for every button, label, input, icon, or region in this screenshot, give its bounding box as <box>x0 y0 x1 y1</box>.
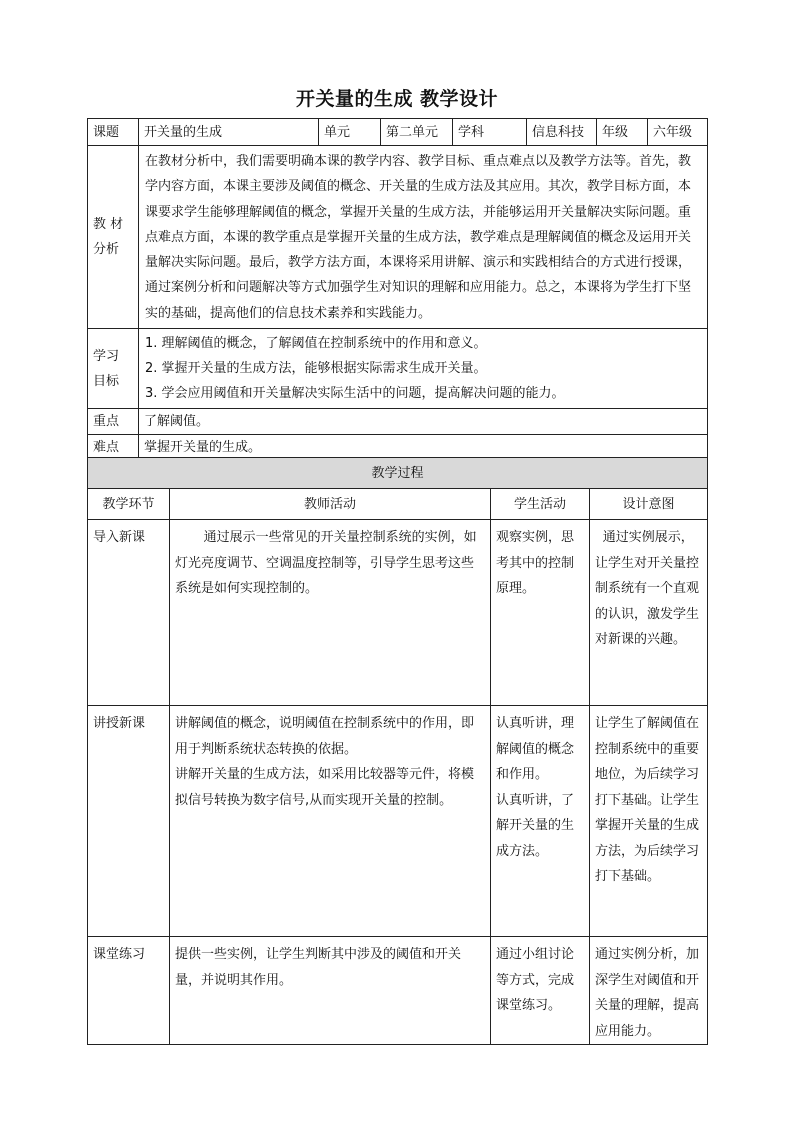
goal-item: 2. 掌握开关量的生成方法，能够根据实际需求生成开关量。 <box>145 361 487 377</box>
difficulty-value: 掌握开关量的生成。 <box>139 435 708 461</box>
stage-cell: 导入新课 <box>88 520 170 706</box>
key-row <box>88 409 708 435</box>
intent-cell: 通过实例分析，加深学生对阈值和开关量的理解，提高应用能力。 <box>590 937 708 1045</box>
table-row <box>88 706 708 937</box>
table-row <box>88 937 708 1045</box>
lesson-info-table <box>87 118 708 461</box>
subject-label: 学科 <box>453 119 527 146</box>
teacher-cell: 提供一些实例，让学生判断其中涉及的阈值和开关量，并说明其作用。 <box>170 937 491 1045</box>
goals-label: 学习 目标 <box>88 329 139 409</box>
analysis-label: 教 材 分析 <box>88 146 139 329</box>
unit-label: 单元 <box>319 119 381 146</box>
teacher-cell: 讲解阈值的概念，说明阈值在控制系统中的作用，即用于判断系统状态转换的依据。 讲解开关量的生成方法，如采用比较器等元件，将模拟信号转换为数字信号,从而实现开关量的控制。 <box>170 706 491 937</box>
student-cell: 通过小组讨论等方式，完成课堂练习。 <box>491 937 590 1045</box>
process-section-title: 教学过程 <box>88 458 708 489</box>
goal-item: 1. 理解阈值的概念，了解阈值在控制系统中的作用和意义。 <box>145 336 487 352</box>
intent-cell: 让学生了解阈值在控制系统中的重要地位，为后续学习打下基础。让学生掌握开关量的生成方法，为后续学习打下基础。 <box>590 706 708 937</box>
key-value: 了解阈值。 <box>139 409 708 435</box>
stage-cell: 讲授新课 <box>88 706 170 937</box>
grade-label: 年级 <box>597 119 648 146</box>
table-row <box>88 520 708 706</box>
topic-label: 课题 <box>88 119 139 146</box>
header-stage: 教学环节 <box>88 489 170 520</box>
goals-list <box>139 329 708 409</box>
student-cell: 认真听讲，理解阈值的概念和作用。 认真听讲，了解开关量的生成方法。 <box>491 706 590 937</box>
difficulty-label: 难点 <box>88 435 139 461</box>
topic-value: 开关量的生成 <box>139 119 319 146</box>
goals-row <box>88 329 708 409</box>
subject-value: 信息科技 <box>527 119 597 146</box>
process-header-row <box>88 489 708 520</box>
process-section-row <box>88 458 708 489</box>
analysis-row <box>88 146 708 329</box>
student-cell: 观察实例，思考其中的控制原理。 <box>491 520 590 706</box>
analysis-text: 在教材分析中，我们需要明确本课的教学内容、教学目标、重点难点以及教学方法等。首先，教学内容方面，本课主要涉及阈值的概念、开关量的生成方法及其应用。其次，教学目标方面，本课要求学生能够理解阈值的概念，掌握开关量的生成方法，并能够运用开关量解决实际问题。重点难点方面，本课的教学重点是掌握开关量的生成方法，教学难点是理解阈值的概念及运用开关量解决实际问题。最后，教学方法方面，本课将采用讲解、演示和实践相结合的方式进行授课，通过案例分析和问题解决等方式加强学生对知识的理解和应用能力。总之，本课将为学生打下坚实的基础，提高他们的信息技术素养和实践能力。 <box>139 146 708 329</box>
intent-cell: 通过实例展示，让学生对开关量控制系统有一个直观的认识，激发学生对新课的兴趣。 <box>590 520 708 706</box>
teacher-cell: 通过展示一些常见的开关量控制系统的实例，如灯光亮度调节、空调温度控制等，引导学生思考这些系统是如何实现控制的。 <box>170 520 491 706</box>
key-label: 重点 <box>88 409 139 435</box>
goal-item: 3. 学会应用阈值和开关量解决实际生活中的问题，提高解决问题的能力。 <box>145 386 565 402</box>
header-student: 学生活动 <box>491 489 590 520</box>
header-teacher: 教师活动 <box>170 489 491 520</box>
info-row <box>88 119 708 146</box>
unit-value: 第二单元 <box>381 119 453 146</box>
grade-value: 六年级 <box>648 119 708 146</box>
page-title: 开关量的生成 教学设计 <box>295 88 499 110</box>
process-table <box>87 457 708 1045</box>
header-intent: 设计意图 <box>590 489 708 520</box>
stage-cell: 课堂练习 <box>88 937 170 1045</box>
